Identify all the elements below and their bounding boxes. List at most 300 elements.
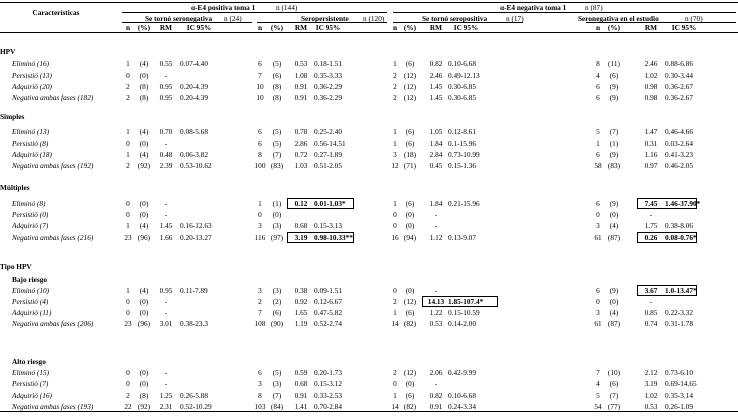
subgroup-se-torno-seropositiva-n: n (17) <box>506 14 524 23</box>
cell-rm: 1.75 <box>644 221 658 230</box>
cell-n: 2 <box>126 391 130 400</box>
cell-pct: (7) <box>609 127 619 136</box>
cell-pct: (4) <box>139 150 149 159</box>
cell-pct: (87) <box>607 233 621 242</box>
significant-result-box <box>287 232 354 243</box>
cell-n: 0 <box>126 71 130 80</box>
cell-pct: (0) <box>139 139 149 148</box>
subgroup-se-torno-seropositiva: Se tornó seropositiva <box>422 14 488 23</box>
cell-rm: 1.45 <box>429 82 443 91</box>
cell-rm: 0.95 <box>159 286 173 295</box>
section-simples: Simples <box>0 112 25 121</box>
row-label: Negativa ambas fases (206) <box>12 319 94 328</box>
cell-ic: 0.30-6.85 <box>448 93 476 102</box>
significant-result-box <box>637 232 697 243</box>
cell-rm: 0.95 <box>159 82 173 91</box>
cell-rm: 0.85 <box>644 308 658 317</box>
cell-n: 4 <box>596 379 600 388</box>
cell-rm: 1.41 <box>294 402 308 411</box>
cell-pct: (8) <box>139 82 149 91</box>
cell-rm: 1.19 <box>294 319 308 328</box>
cell-pct: (8) <box>139 391 149 400</box>
cell-ic: 0.98-10.33** <box>314 233 353 242</box>
cell-pct: (12) <box>403 297 417 306</box>
cell-rm: 0.95 <box>159 93 173 102</box>
col-header-ic-2: IC 95% <box>315 23 341 32</box>
cell-pct: (3) <box>272 379 282 388</box>
row-label: Eliminó (13) <box>12 127 50 136</box>
cell-pct: (83) <box>270 161 284 170</box>
cell-rm: 0.82 <box>429 391 443 400</box>
cell-ic: 0.38-23.3 <box>180 319 208 328</box>
cell-pct: (96) <box>137 233 151 242</box>
cell-ic: 0.38-8.06 <box>665 221 693 230</box>
cell-n: 0 <box>126 297 130 306</box>
group2-rule <box>393 12 736 13</box>
col-header-n-1: n <box>125 23 131 32</box>
cell-n: 0 <box>596 210 600 219</box>
cell-pct: (7) <box>272 150 282 159</box>
cell-pct: (0) <box>405 210 415 219</box>
cell-ic: 0.49-12.13 <box>448 71 480 80</box>
subgroup-seropersistente: Seropersistente <box>301 14 349 23</box>
cell-ic: 0.73-6.10 <box>665 368 693 377</box>
cell-n: 1 <box>126 150 130 159</box>
cell-ic: 0.15-1.36 <box>448 161 476 170</box>
cell-n: 22 <box>124 402 132 411</box>
cell-pct: (5) <box>272 368 282 377</box>
cell-ic: 0.15-3.13 <box>314 221 342 230</box>
cell-pct: (8) <box>272 93 282 102</box>
cell-n: 5 <box>596 127 600 136</box>
cell-rm: 0.92 <box>294 297 308 306</box>
cell-n: 6 <box>596 82 600 91</box>
cell-n: 1 <box>393 59 397 68</box>
cell-n: 10 <box>256 93 264 102</box>
row-label: Negativa ambas fases (182) <box>12 93 94 102</box>
cell-pct: (12) <box>403 82 417 91</box>
cell-pct: (5) <box>272 59 282 68</box>
cell-ic: 0.18-1.51 <box>314 59 342 68</box>
col-header-ic-1: IC 95% <box>186 23 212 32</box>
group-header-negativa-n: n (87) <box>585 3 603 12</box>
cell-rm: 0.68 <box>294 379 308 388</box>
cell-n: 103 <box>254 402 266 411</box>
cell-n: 0 <box>126 308 130 317</box>
cell-ic: 0.03-2.64 <box>665 139 693 148</box>
cell-rm: 2.46 <box>644 59 658 68</box>
cell-pct: (6) <box>609 379 619 388</box>
cell-n: 1 <box>126 286 130 295</box>
cell-ic: 0.33-2.53 <box>314 391 342 400</box>
cell-rm: 1.03 <box>294 161 308 170</box>
cell-rm: - <box>649 297 653 306</box>
cell-rm: 1.47 <box>644 127 658 136</box>
cell-rm: 0.97 <box>644 161 658 170</box>
cell-n: 8 <box>258 150 262 159</box>
cell-pct: (4) <box>139 286 149 295</box>
cell-pct: (1) <box>272 199 282 208</box>
cell-ic: 0.13-9.07 <box>448 233 476 242</box>
cell-ic: 1.0-13.47* <box>665 286 697 295</box>
cell-pct: (87) <box>607 319 621 328</box>
cell-n: 4 <box>596 71 600 80</box>
cell-pct: (11) <box>608 59 620 68</box>
cell-rm: 2.84 <box>429 150 443 159</box>
cell-n: 0 <box>596 297 600 306</box>
row-label: Negativa ambas fases (193) <box>12 402 94 411</box>
cell-pct: (0) <box>139 368 149 377</box>
cell-n: 1 <box>258 199 262 208</box>
cell-pct: (6) <box>405 127 415 136</box>
subgroup-se-torno-seronegativa: Se tornó seronegativa <box>145 14 213 23</box>
subgroup-seropersistente-n: n (120) <box>363 14 385 23</box>
col-header-rm-3: RM <box>429 23 443 32</box>
cell-pct: (0) <box>139 71 149 80</box>
cell-n: 6 <box>596 93 600 102</box>
cell-pct: (97) <box>270 233 284 242</box>
cell-ic: 0.20-1.73 <box>314 368 342 377</box>
cell-rm: - <box>434 379 438 388</box>
subgroup-seronegativa-estudio-n: n (70) <box>685 14 703 23</box>
row-label: Negativa ambas fases (192) <box>12 161 94 170</box>
cell-rm: 0.91 <box>294 82 308 91</box>
cell-rm: 2.86 <box>294 139 308 148</box>
cell-rm: 2.12 <box>644 368 658 377</box>
cell-rm: 1.16 <box>644 150 658 159</box>
cell-n: 6 <box>596 150 600 159</box>
cell-n: 2 <box>126 93 130 102</box>
cell-pct: (1) <box>609 139 619 148</box>
cell-ic: 1.46-37.90* <box>665 199 701 208</box>
cell-rm: 1.02 <box>644 71 658 80</box>
cell-n: 2 <box>126 161 130 170</box>
bottom-rule <box>0 411 738 412</box>
cell-rm: 2.06 <box>429 368 443 377</box>
cell-n: 12 <box>391 161 399 170</box>
col-header-rm-2: RM <box>294 23 308 32</box>
group1-rule <box>122 12 387 13</box>
cell-n: 16 <box>391 233 399 242</box>
cell-rm: 0.55 <box>159 59 173 68</box>
significant-result-box <box>637 198 697 209</box>
col-header-ic-4: IC 95% <box>671 23 697 32</box>
row-label: Adquirió (16) <box>12 391 52 400</box>
significant-result-box <box>287 198 354 209</box>
cell-pct: (92) <box>137 402 151 411</box>
cell-pct: (83) <box>607 161 621 170</box>
cell-pct: (12) <box>403 71 417 80</box>
cell-rm: - <box>164 139 168 148</box>
cell-n: 0 <box>393 379 397 388</box>
significant-result-box <box>422 296 498 307</box>
cell-n: 10 <box>256 82 264 91</box>
cell-pct: (3) <box>272 286 282 295</box>
cell-pct: (5) <box>272 139 282 148</box>
cell-ic: 1.85-107.4* <box>448 297 484 306</box>
cell-ic: 0.22-3.32 <box>665 308 693 317</box>
cell-rm: 3.19 <box>294 233 308 242</box>
cell-pct: (71) <box>403 161 417 170</box>
cell-rm: 2.31 <box>159 402 173 411</box>
section-tipo-hpv: Tipo HPV <box>0 262 32 271</box>
col-header-n-2: n <box>257 23 263 32</box>
cell-n: 58 <box>594 161 602 170</box>
cell-ic: 0.30-3.44 <box>665 71 693 80</box>
cell-ic: 0.06-3.82 <box>180 150 208 159</box>
cell-n: 2 <box>393 368 397 377</box>
row-label: Adquirió (7) <box>12 221 49 230</box>
cell-rm: 1.84 <box>429 139 443 148</box>
cell-pct: (9) <box>609 93 619 102</box>
cell-n: 2 <box>393 71 397 80</box>
cell-n: 0 <box>126 210 130 219</box>
col-header-pct-4: (%) <box>607 23 621 32</box>
cell-rm: 0.68 <box>294 221 308 230</box>
cell-n: 2 <box>393 297 397 306</box>
cell-pct: (0) <box>405 379 415 388</box>
cell-rm: 0.45 <box>429 161 443 170</box>
cell-rm: 1.05 <box>429 127 443 136</box>
cell-pct: (6) <box>405 391 415 400</box>
cell-n: 6 <box>258 59 262 68</box>
cell-n: 1 <box>126 221 130 230</box>
cell-ic: 0.35-3.33 <box>314 71 342 80</box>
cell-ic: 0.70-2.84 <box>314 402 342 411</box>
cell-n: 8 <box>258 391 262 400</box>
cell-pct: (0) <box>139 210 149 219</box>
row-label: Adquirió (20) <box>12 82 52 91</box>
cell-pct: (12) <box>403 368 417 377</box>
cell-n: 14 <box>391 402 399 411</box>
cell-pct: (4) <box>139 221 149 230</box>
col-header-pct-2: (%) <box>270 23 284 32</box>
top-rule <box>0 2 738 3</box>
cell-pct: (9) <box>609 82 619 91</box>
row-label: Negativa ambas fases (216) <box>12 233 94 242</box>
cell-pct: (84) <box>270 402 284 411</box>
cell-pct: (5) <box>272 127 282 136</box>
cell-ic: 0.20-4.39 <box>180 82 208 91</box>
section-bajo-riesgo: Bajo riesgo <box>12 275 48 284</box>
cell-rm: 0.91 <box>294 93 308 102</box>
group-header-positiva-n: n (144) <box>276 3 298 12</box>
cell-ic: 0.10-6.68 <box>448 59 476 68</box>
cell-rm: 0.31 <box>644 139 658 148</box>
cell-n: 7 <box>258 71 262 80</box>
cell-rm: 0.53 <box>429 319 443 328</box>
cell-pct: (7) <box>609 391 619 400</box>
cell-ic: 0.26-1.09 <box>665 402 693 411</box>
cell-ic: 0.20-4.39 <box>180 93 208 102</box>
cell-rm: 3.67 <box>644 286 658 295</box>
cell-pct: (8) <box>139 93 149 102</box>
cell-pct: (6) <box>272 71 282 80</box>
section-hpv: HPV <box>0 47 16 56</box>
cell-n: 1 <box>126 127 130 136</box>
cell-rm: - <box>164 297 168 306</box>
cell-n: 6 <box>258 139 262 148</box>
cell-n: 23 <box>124 319 132 328</box>
cell-rm: 0.12 <box>294 199 308 208</box>
cell-n: 1 <box>393 391 397 400</box>
cell-pct: (0) <box>609 210 619 219</box>
cell-n: 2 <box>126 82 130 91</box>
cell-rm: 0.59 <box>294 368 308 377</box>
cell-pct: (4) <box>139 59 149 68</box>
cell-rm: 0.91 <box>429 402 443 411</box>
cell-rm: 0.91 <box>294 391 308 400</box>
cell-rm: 3.19 <box>644 379 658 388</box>
section-alto-riesgo: Alto riesgo <box>12 357 46 366</box>
cell-ic: 0.46-4.66 <box>665 127 693 136</box>
cell-n: 7 <box>258 308 262 317</box>
cell-n: 54 <box>594 402 602 411</box>
cell-ic: 0.51-2.05 <box>314 161 342 170</box>
cell-rm: 0.98 <box>644 82 658 91</box>
cell-n: 100 <box>254 161 266 170</box>
cell-ic: 0.11-7.89 <box>180 286 208 295</box>
cell-n: 0 <box>258 210 262 219</box>
cell-rm: 7.45 <box>644 199 658 208</box>
col-header-pct-3: (%) <box>403 23 417 32</box>
cell-rm: 0.53 <box>644 402 658 411</box>
row-label: Adquirió (11) <box>12 308 52 317</box>
cell-n: 3 <box>258 286 262 295</box>
cell-n: 6 <box>258 127 262 136</box>
cell-ic: 0.16-12.63 <box>180 221 212 230</box>
cell-ic: 0.52-2.74 <box>314 319 342 328</box>
cell-rm: 2.39 <box>159 161 173 170</box>
cell-n: 14 <box>391 319 399 328</box>
cell-pct: (0) <box>139 379 149 388</box>
cell-rm: 0.70 <box>159 127 173 136</box>
cell-rm: - <box>164 368 168 377</box>
col-header-rm-1: RM <box>159 23 173 32</box>
cell-pct: (2) <box>272 297 282 306</box>
cell-ic: 0.47-5.82 <box>314 308 342 317</box>
cell-n: 1 <box>393 308 397 317</box>
cell-ic: 0.36-2.67 <box>665 82 693 91</box>
cell-pct: (9) <box>609 150 619 159</box>
cell-rm: 0.48 <box>159 150 173 159</box>
cell-pct: (6) <box>405 139 415 148</box>
cell-pct: (94) <box>403 233 417 242</box>
col-header-n-4: n <box>595 23 601 32</box>
cell-pct: (0) <box>272 210 282 219</box>
cell-rm: 3.01 <box>159 319 173 328</box>
cell-ic: 0.24-3.34 <box>448 402 476 411</box>
cell-n: 3 <box>258 379 262 388</box>
cell-n: 0 <box>393 210 397 219</box>
cell-n: 0 <box>393 286 397 295</box>
cell-ic: 0.36-2.67 <box>665 93 693 102</box>
cell-ic: 0.1-15.96 <box>448 139 476 148</box>
cell-pct: (7) <box>272 391 282 400</box>
row-label: Persistió (0) <box>12 210 49 219</box>
cell-pct: (4) <box>609 221 619 230</box>
cell-n: 116 <box>254 233 266 242</box>
subgroup-se-torno-seronegativa-n: n (24) <box>224 14 242 23</box>
row-label: Eliminó (8) <box>12 199 46 208</box>
cell-n: 6 <box>596 286 600 295</box>
cell-rm: - <box>164 379 168 388</box>
cell-pct: (82) <box>403 319 417 328</box>
cell-ic: 0.07-4.40 <box>180 59 208 68</box>
cell-ic: 0.27-1.89 <box>314 150 342 159</box>
cell-ic: 0.10-6.68 <box>448 391 476 400</box>
cell-ic: 0.31-1.78 <box>665 319 693 328</box>
cell-n: 1 <box>393 199 397 208</box>
cell-rm: - <box>434 210 438 219</box>
cell-rm: 1.22 <box>429 308 443 317</box>
cell-rm: 1.45 <box>159 221 173 230</box>
cell-n: 3 <box>596 221 600 230</box>
cell-n: 23 <box>124 233 132 242</box>
cell-n: 1 <box>393 127 397 136</box>
cell-n: 5 <box>596 391 600 400</box>
row-label: Eliminó (16) <box>12 59 50 68</box>
cell-ic: 0.12-6.67 <box>314 297 342 306</box>
cell-pct: (0) <box>139 297 149 306</box>
cell-pct: (0) <box>405 286 415 295</box>
cell-ic: 0.20-13.27 <box>180 233 212 242</box>
cell-pct: (92) <box>137 161 151 170</box>
cell-n: 108 <box>254 319 266 328</box>
cell-ic: 0.14-2.00 <box>448 319 476 328</box>
cell-pct: (6) <box>405 199 415 208</box>
cell-rm: - <box>164 210 168 219</box>
cell-n: 8 <box>596 59 600 68</box>
cell-pct: (77) <box>607 402 621 411</box>
cell-ic: 0.56-14.51 <box>314 139 346 148</box>
cell-ic: 0.52-10.29 <box>180 402 212 411</box>
cell-rm: 1.45 <box>429 93 443 102</box>
cell-pct: (9) <box>609 286 619 295</box>
cell-ic: 0.12-8.61 <box>448 127 476 136</box>
cell-n: 3 <box>596 308 600 317</box>
cell-n: 1 <box>393 139 397 148</box>
cell-pct: (0) <box>139 308 149 317</box>
cell-rm: 0.82 <box>429 59 443 68</box>
cell-rm: - <box>434 221 438 230</box>
cell-n: 6 <box>596 199 600 208</box>
cell-pct: (3) <box>272 221 282 230</box>
cell-pct: (6) <box>405 308 415 317</box>
cell-pct: (4) <box>609 308 619 317</box>
cell-ic: 0.08-5.68 <box>180 127 208 136</box>
cell-rm: 0.26 <box>644 233 658 242</box>
cell-rm: 1.65 <box>294 308 308 317</box>
cell-pct: (12) <box>403 93 417 102</box>
cell-pct: (18) <box>403 150 417 159</box>
cell-rm: - <box>649 210 653 219</box>
cell-ic: 0.35-3.14 <box>665 391 693 400</box>
cell-rm: - <box>164 71 168 80</box>
cell-n: 61 <box>594 233 602 242</box>
cell-pct: (96) <box>137 319 151 328</box>
col-header-ic-3: IC 95% <box>453 23 479 32</box>
cell-n: 0 <box>126 379 130 388</box>
cell-n: 0 <box>126 139 130 148</box>
cell-rm: 0.72 <box>294 150 308 159</box>
cell-n: 2 <box>258 297 262 306</box>
row-label: Persistió (7) <box>12 379 49 388</box>
cell-rm: 0.98 <box>644 93 658 102</box>
cell-rm: 1.02 <box>644 391 658 400</box>
col-header-pct-1: (%) <box>137 23 151 32</box>
row-label: Persistió (13) <box>12 71 52 80</box>
